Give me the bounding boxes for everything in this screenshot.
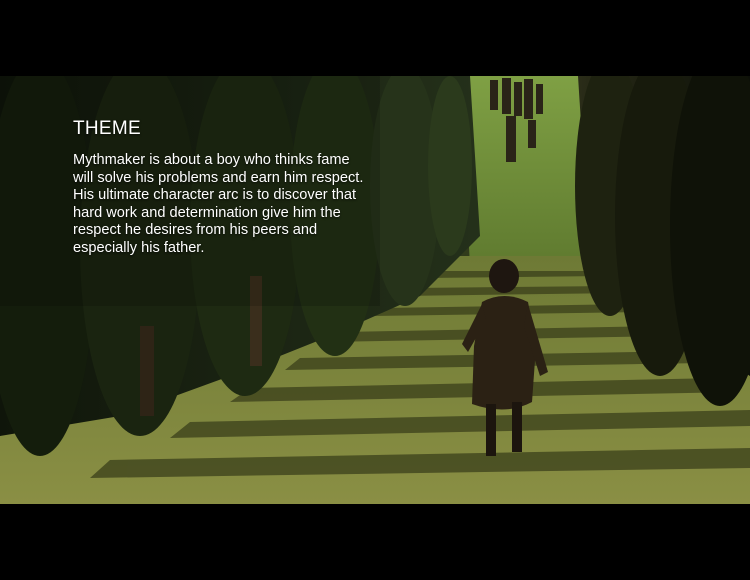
theme-heading: THEME [73,118,141,139]
theme-text-block [73,117,373,257]
theme-description: Mythmaker is about a boy who thinks fame will solve his problems and earn him respect. His ultimate character arc is to discover that hard work and determination give him the respect he desires from his peers and especially his father. [73,152,364,256]
